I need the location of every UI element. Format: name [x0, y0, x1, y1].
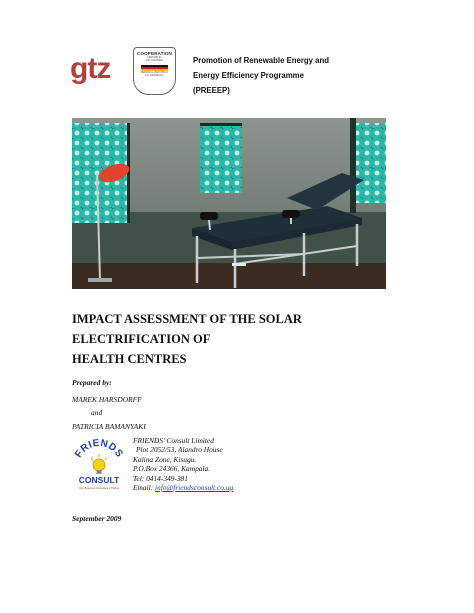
logo-tagline: Your Business Consultancy Partner: [78, 487, 120, 490]
publication-date: September 2009: [72, 514, 122, 523]
programme-title: [193, 53, 383, 98]
seal-line: OF GERMANY: [145, 73, 164, 78]
seal-line: REPUBLIC: [147, 55, 162, 59]
document-title: [72, 309, 412, 369]
author-name: MAREK HARSDORFF: [72, 395, 142, 404]
photo-illustration: [72, 118, 386, 289]
address-line: Plot 2052/53, Alandro House: [136, 445, 223, 455]
logo-bottom-text: CONSULT: [78, 475, 120, 485]
cooperation-seal: [133, 47, 176, 95]
consultant-name: FRIENDS’ Consult Limited: [133, 436, 214, 445]
author-name: PATRICIA BAMANYAKI: [72, 422, 146, 431]
author-conjunction: and: [91, 408, 103, 417]
cover-photo-examination-room: [72, 118, 386, 289]
seal-line: OF UGANDA: [146, 58, 163, 63]
programme-line: (PREEEP): [193, 86, 230, 95]
seal-line: FEDERAL REPUBLIC: [140, 69, 169, 74]
email-link[interactable]: info@friendsconsult.co.ug: [154, 483, 234, 493]
friends-consult-logo-mark: [70, 437, 128, 495]
title-line: HEALTH CENTRES: [72, 352, 187, 366]
friends-consult-logo: [70, 437, 128, 495]
phone-number: Tel: 0414-349-381: [133, 473, 188, 483]
address-line: Kalina Zone, Kisugu.: [133, 454, 197, 464]
email-label: Email:: [133, 483, 154, 493]
email-line: [133, 483, 333, 492]
logo-top-text: FRIENDS: [73, 437, 125, 460]
title-line: IMPACT ASSESSMENT OF THE SOLAR ELECTRIFICATION OF: [72, 312, 302, 346]
address-line: P.O.Box 24366, Kampala.: [133, 464, 211, 474]
programme-line: Promotion of Renewable Energy and: [193, 56, 330, 65]
consultant-address: [133, 436, 333, 492]
seal-title: COOPERATION: [137, 51, 172, 56]
programme-line: Energy Efficiency Programme: [193, 71, 304, 80]
prepared-by-label: Prepared by:: [72, 378, 112, 387]
gtz-logo: gtz: [70, 52, 111, 85]
